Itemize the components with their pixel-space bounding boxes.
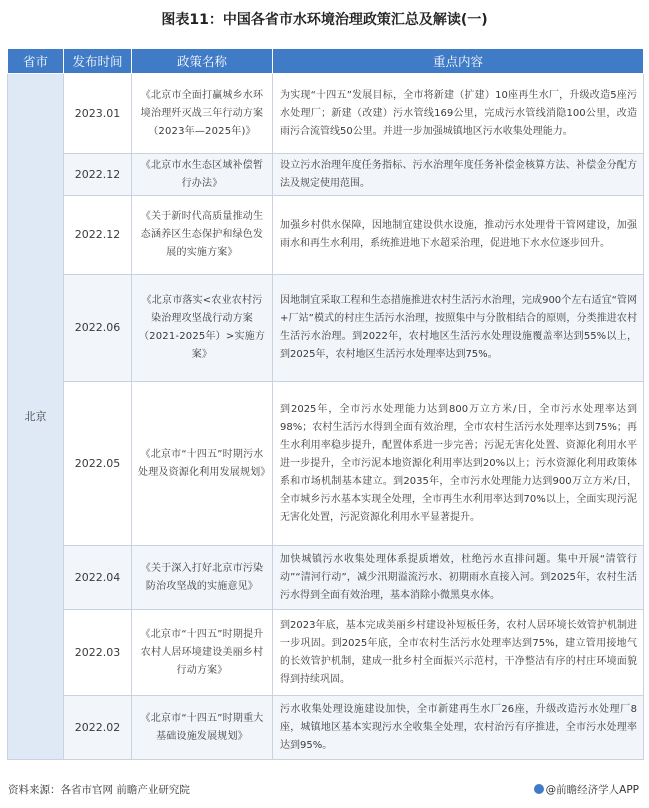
date-cell: 2022.12: [64, 154, 132, 196]
date-cell: 2022.12: [64, 196, 132, 275]
content-cell: 加快城镇污水收集处理体系提质增效，杜绝污水直排问题。集中开展“清管行动”“清河行动”，减少汛期溢流污水、初期雨水直接入河。到2025年，农村生活污水得到全面有效治理，基本消除小微黑臭水体。: [273, 546, 644, 610]
table-row: [8, 382, 644, 546]
header-date: 发布时间: [64, 49, 132, 74]
policy-cell: 《北京市落实<农业农村污染治理攻坚战行动方案（2021-2025年）>实施方案》: [132, 275, 273, 382]
header-province: 省市: [8, 49, 64, 74]
province-cell: 北京: [8, 74, 64, 760]
policy-cell: 《北京市全面打赢城乡水环境治理歼灭战三年行动方案（2023年—2025年)》: [132, 74, 273, 154]
table-row: [8, 275, 644, 382]
policy-table: [7, 48, 644, 760]
policy-cell: 《关于深入打好北京市污染防治攻坚战的实施意见》: [132, 546, 273, 610]
policy-cell: 《北京市“十四五”时期污水处理及资源化利用发展规划》: [132, 382, 273, 546]
source-note: 资料来源：各省市官网 前瞻产业研究院: [8, 784, 190, 796]
date-cell: 2022.03: [64, 610, 132, 696]
brand-logo-icon: [534, 784, 544, 794]
policy-cell: 《关于新时代高质量推动生态涵养区生态保护和绿色发展的实施方案》: [132, 196, 273, 275]
content-cell: 到2023年底，基本完成美丽乡村建设补短板任务，农村人居环境长效管护机制进一步巩固。到2025年底，全市农村生活污水处理率达到75%，建立管用接地气的长效管护机制，建成一批乡村全面振兴示范村，干净整洁有序的村庄环境面貌得到持续巩固。: [273, 610, 644, 696]
table-row: [8, 546, 644, 610]
content-cell: 为实现“十四五”发展目标，全市将新建（扩建）10座再生水厂，升级改造5座污水处理厂；新建（改建）污水管线169公里，完成污水管线消隐100公里，改造雨污合流管线50公里。并进一步加强城镇地区污水收集处理能力。: [273, 74, 644, 154]
brand-text: @前瞻经济学人APP: [545, 784, 639, 796]
table-row: [8, 196, 644, 275]
policy-cell: 《北京市“十四五”时期提升农村人居环境建设美丽乡村行动方案》: [132, 610, 273, 696]
header-content: 重点内容: [273, 49, 644, 74]
date-cell: 2022.02: [64, 696, 132, 760]
content-cell: 到2025年，全市污水处理能力达到800万立方米/日，全市污水处理率达到98%；农村生活污水得到全面有效治理，全市农村生活污水处理率达到75%；再生水利用率稳步提升，配置体系进一步完善；污泥无害化处置、资源化利用水平进一步提升，全市污泥本地资源化利用率达到20%以上；污水资源化利用政策体系和市场机制基本建立。到2035年，全市污水处理能力达到900万立方米/日，全市城乡污水基本实现全处理，全市再生水利用率达到70%以上，全面实现污泥无害化处置，污泥资源化利用水平显著提升。: [273, 382, 644, 546]
date-cell: 2022.04: [64, 546, 132, 610]
table-row: [8, 154, 644, 196]
header-policy: 政策名称: [132, 49, 273, 74]
table-row: [8, 696, 644, 760]
date-cell: 2022.05: [64, 382, 132, 546]
content-cell: 污水收集处理设施建设加快，全市新建再生水厂26座，升级改造污水处理厂8座，城镇地区基本实现污水全收集全处理，农村治污有序推进，全市污水处理率达到95%。: [273, 696, 644, 760]
policy-cell: 《北京市水生态区域补偿暂行办法》: [132, 154, 273, 196]
policy-cell: 《北京市“十四五”时期重大基础设施发展规划》: [132, 696, 273, 760]
content-cell: 设立污水治理年度任务指标、污水治理年度任务补偿金核算方法、补偿金分配方法及规定使用范围。: [273, 154, 644, 196]
date-cell: 2022.06: [64, 275, 132, 382]
content-cell: 加强乡村供水保障，因地制宜建设供水设施，推动污水处理骨干管网建设，加强雨水和再生水利用，系统推进地下水超采治理，促进地下水水位逐步回升。: [273, 196, 644, 275]
table-row: [8, 74, 644, 154]
table-header-row: [8, 49, 644, 74]
content-cell: 因地制宜采取工程和生态措施推进农村生活污水治理，完成900个左右适宜“管网+厂站”模式的村庄生活污水治理，按照集中与分散相结合的原则，分类推进农村生活污水治理。到2022年，农村地区生活污水处理设施覆盖率达到55%以上，到2025年，农村地区生活污水处理率达到75%。: [273, 275, 644, 382]
chart-title: 图表11：中国各省市水环境治理政策汇总及解读(一): [161, 12, 488, 28]
date-cell: 2023.01: [64, 74, 132, 154]
table-row: [8, 610, 644, 696]
brand-credit: [534, 782, 639, 797]
